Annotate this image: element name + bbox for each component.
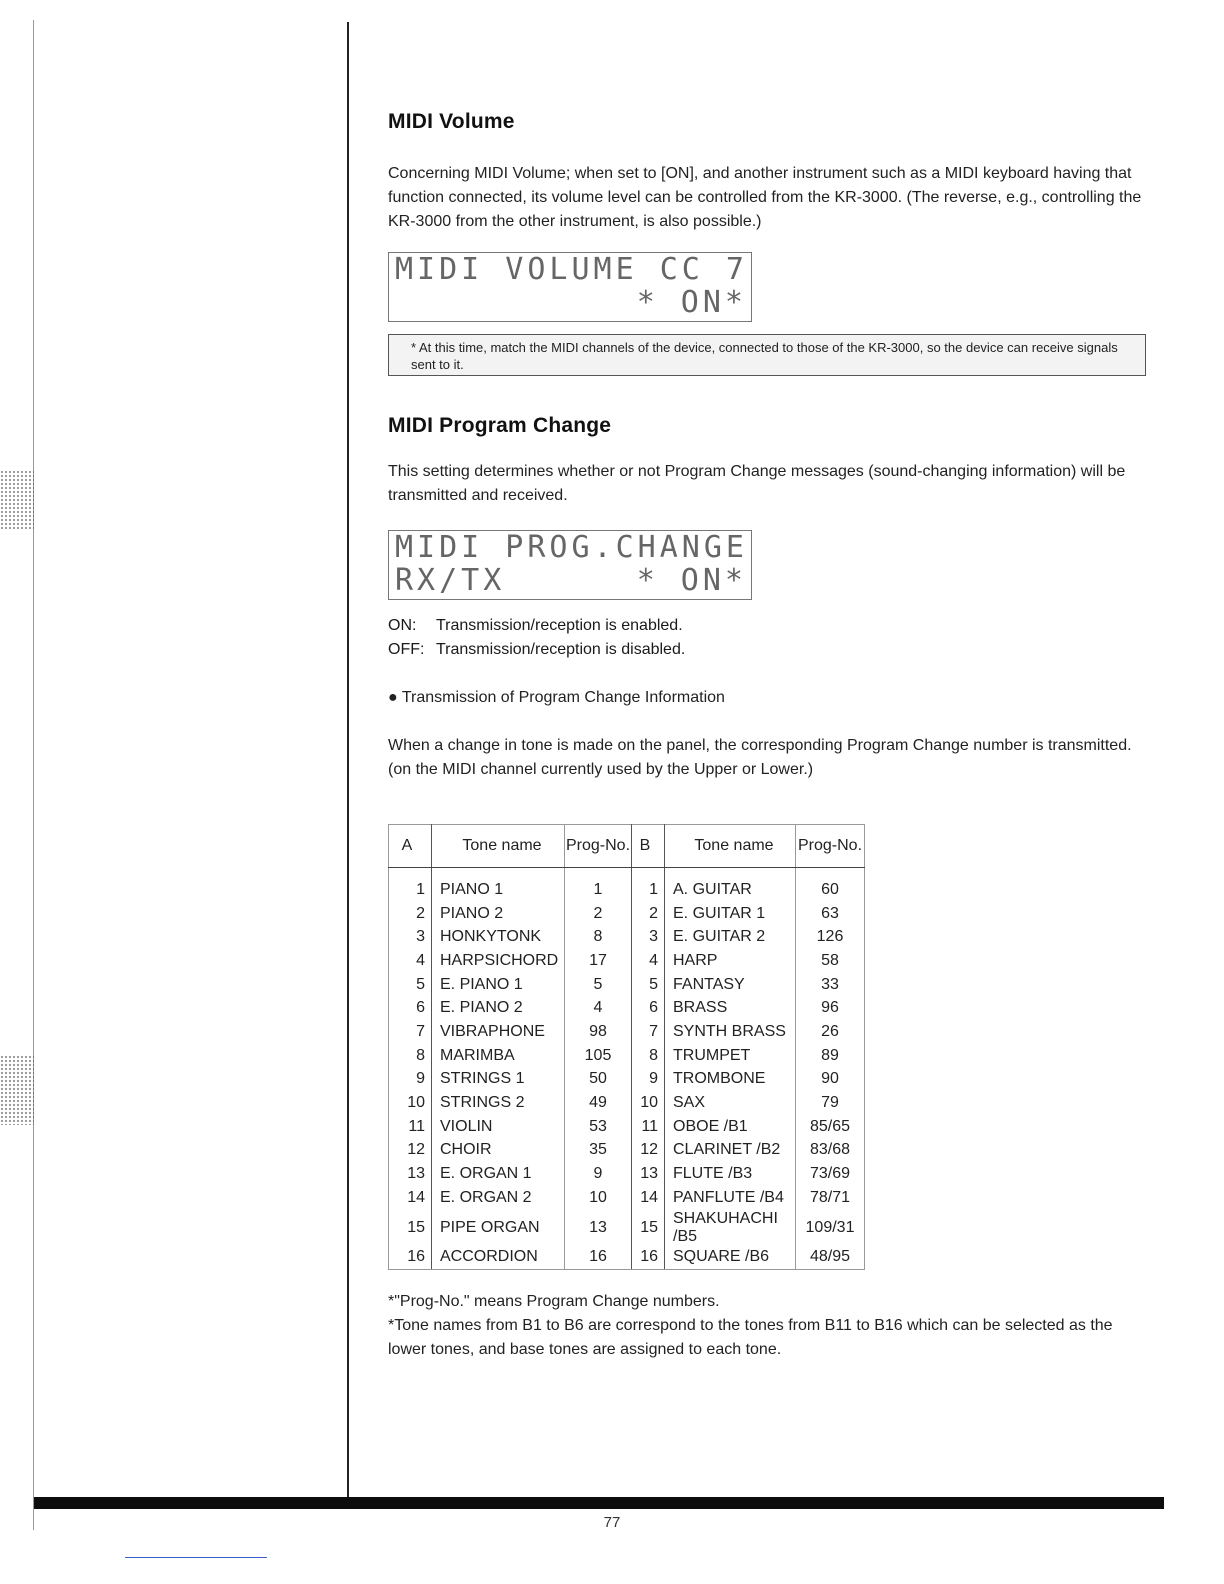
prog-no-a: 50 [565, 1068, 632, 1092]
tone-name-a: VIBRAPHONE [440, 1022, 545, 1040]
halftone-mark-bottom [0, 1055, 34, 1125]
tone-number-a: 15 [389, 1210, 432, 1246]
tone-name-b: FANTASY [673, 975, 745, 993]
tone-name-b: PANFLUTE /B4 [673, 1188, 784, 1206]
header-b: B [632, 825, 665, 868]
page-content [388, 110, 1154, 1362]
tone-name-b: OBOE /B1 [673, 1117, 748, 1135]
prog-no-b: 60 [796, 868, 865, 902]
tone-number-a: 5 [389, 973, 432, 997]
prog-no-a: 16 [565, 1246, 632, 1270]
tone-name-b: CLARINET /B2 [673, 1141, 781, 1159]
prog-no-b: 26 [796, 1020, 865, 1044]
tone-number-a: 6 [389, 996, 432, 1020]
lcd-line-1: MIDI PROG.CHANGE [395, 530, 748, 565]
page-number: 77 [603, 1514, 621, 1531]
tone-name-b: E. GUITAR 1 [673, 904, 766, 922]
prog-no-a: 98 [565, 1020, 632, 1044]
prog-no-a: 10 [565, 1186, 632, 1210]
prog-no-a: 49 [565, 1091, 632, 1115]
off-text: Transmission/reception is disabled. [436, 641, 686, 658]
on-text: Transmission/reception is enabled. [436, 617, 683, 634]
off-key: OFF: [388, 641, 425, 658]
tone-name-a: E. PIANO 1 [440, 975, 523, 993]
prog-no-a: 13 [565, 1210, 632, 1246]
tone-number-a: 8 [389, 1044, 432, 1068]
tone-name-b: TRUMPET [673, 1046, 751, 1064]
tone-name-b: TROMBONE [673, 1070, 766, 1088]
tone-name-b: SHAKUHACHI /B5 [673, 1209, 778, 1245]
header-prog-no-b: Prog-No. [796, 825, 865, 868]
bottom-bar [34, 1497, 1164, 1509]
tone-number-b: 14 [632, 1186, 665, 1210]
tone-table-header [389, 825, 865, 868]
tone-name-a: HARPSICHORD [440, 951, 559, 969]
lcd-line-2: * ON* [636, 285, 747, 320]
lcd-line-2-left: RX/TX [395, 563, 506, 598]
tone-number-b: 12 [632, 1139, 665, 1163]
tone-number-a: 4 [389, 949, 432, 973]
footnote-b-tones: *Tone names from B1 to B6 are correspond to the tones from B11 to B16 which can be selected as the lower tones, and base tones are assigned to each tone. [388, 1317, 1113, 1359]
tone-table-body [389, 868, 865, 1270]
tone-name-a: VIOLIN [440, 1117, 493, 1135]
table-row [389, 1210, 865, 1246]
header-tone-name-a: Tone name [432, 825, 565, 868]
tone-name-b: HARP [673, 951, 718, 969]
prog-no-a: 9 [565, 1162, 632, 1186]
midi-volume-lcd [388, 252, 752, 322]
prog-no-b: 96 [796, 996, 865, 1020]
tone-number-a: 16 [389, 1246, 432, 1270]
prog-no-b: 58 [796, 949, 865, 973]
table-row [389, 1162, 865, 1186]
transmission-bullet: ● Transmission of Program Change Information [388, 689, 725, 706]
tone-name-a: STRINGS 1 [440, 1070, 525, 1088]
tone-number-b: 1 [632, 868, 665, 902]
tone-number-a: 12 [389, 1139, 432, 1163]
tone-number-b: 6 [632, 996, 665, 1020]
prog-no-b: 89 [796, 1044, 865, 1068]
table-row [389, 973, 865, 997]
tone-name-b: A. GUITAR [673, 880, 752, 898]
header-tone-name-b: Tone name [665, 825, 796, 868]
tone-name-a: CHOIR [440, 1141, 492, 1159]
tone-number-a: 2 [389, 902, 432, 926]
table-row [389, 925, 865, 949]
prog-no-a: 5 [565, 973, 632, 997]
prog-no-a: 35 [565, 1139, 632, 1163]
prog-no-b: 63 [796, 902, 865, 926]
table-row [389, 996, 865, 1020]
table-row [389, 949, 865, 973]
prog-no-b: 78/71 [796, 1186, 865, 1210]
prog-no-a: 105 [565, 1044, 632, 1068]
tone-number-b: 11 [632, 1115, 665, 1139]
tone-name-a: PIANO 1 [440, 880, 504, 898]
tone-name-a: E. PIANO 2 [440, 999, 523, 1017]
tone-name-a: E. ORGAN 2 [440, 1188, 532, 1206]
prog-no-a: 4 [565, 996, 632, 1020]
prog-no-b: 126 [796, 925, 865, 949]
table-row [389, 1091, 865, 1115]
program-change-lcd [388, 530, 752, 600]
column-rule [347, 22, 349, 1500]
tone-number-b: 15 [632, 1210, 665, 1246]
table-row [389, 1020, 865, 1044]
tone-table [388, 824, 865, 1270]
table-row [389, 1068, 865, 1092]
tone-number-b: 8 [632, 1044, 665, 1068]
tone-name-a: MARIMBA [440, 1046, 515, 1064]
midi-program-change-section [388, 414, 1154, 782]
prog-no-a: 1 [565, 868, 632, 902]
tone-number-a: 11 [389, 1115, 432, 1139]
tone-number-b: 10 [632, 1091, 665, 1115]
tone-number-a: 10 [389, 1091, 432, 1115]
prog-no-b: 73/69 [796, 1162, 865, 1186]
left-margin-rule [33, 20, 34, 1530]
header-prog-no-a: Prog-No. [565, 825, 632, 868]
program-change-heading: MIDI Program Change [388, 414, 612, 437]
tone-name-b: FLUTE /B3 [673, 1165, 753, 1183]
prog-no-a: 17 [565, 949, 632, 973]
tone-number-b: 7 [632, 1020, 665, 1044]
table-row [389, 1139, 865, 1163]
tone-name-a: ACCORDION [432, 1246, 565, 1270]
tone-number-a: 3 [389, 925, 432, 949]
tone-number-a: 7 [389, 1020, 432, 1044]
tone-number-b: 2 [632, 902, 665, 926]
midi-volume-note-box [388, 334, 1146, 376]
tone-number-b: 3 [632, 925, 665, 949]
on-key: ON: [388, 617, 417, 634]
midi-volume-body: Concerning MIDI Volume; when set to [ON], and another instrument such as a MIDI keyboard having that function connected, its volume level can be controlled from the KR-3000. (The reverse, e.g., controlling the KR-3000 from the other instrument, is also possible.) [388, 165, 1142, 230]
tone-name-b: SAX [673, 1094, 706, 1112]
prog-no-b: 79 [796, 1091, 865, 1115]
program-change-body: This setting determines whether or not Program Change messages (sound-changing information) will be transmitted and received. [388, 463, 1126, 504]
tone-name-a: E. ORGAN 1 [440, 1165, 532, 1183]
footnotes [388, 1290, 1154, 1362]
tone-number-b: 16 [632, 1246, 665, 1270]
tone-number-b: 5 [632, 973, 665, 997]
tone-number-a: 13 [389, 1162, 432, 1186]
tone-name-b: BRASS [673, 999, 728, 1017]
prog-no-b: 90 [796, 1068, 865, 1092]
tone-name-b: SQUARE /B6 [665, 1246, 796, 1270]
table-row [389, 868, 865, 902]
prog-no-b: 85/65 [796, 1115, 865, 1139]
prog-no-b: 33 [796, 973, 865, 997]
lcd-line-2-right: * ON* [636, 563, 747, 598]
tone-number-a: 1 [389, 868, 432, 902]
tone-number-b: 4 [632, 949, 665, 973]
transmission-text: When a change in tone is made on the panel, the corresponding Program Change number is transmitted. (on the MIDI channel currently used by the Upper or Lower.) [388, 737, 1132, 778]
table-row [389, 1044, 865, 1068]
tone-number-a: 14 [389, 1186, 432, 1210]
tone-number-b: 9 [632, 1068, 665, 1092]
table-row [389, 1115, 865, 1139]
tone-name-b: SYNTH BRASS [673, 1022, 786, 1040]
tone-name-a: PIANO 2 [440, 904, 504, 922]
prog-no-a: 2 [565, 902, 632, 926]
prog-no-a: 8 [565, 925, 632, 949]
prog-no-b: 109/31 [796, 1210, 865, 1246]
midi-volume-section [388, 110, 1154, 376]
table-row [389, 902, 865, 926]
prog-no-b: 83/68 [796, 1139, 865, 1163]
tone-name-b: E. GUITAR 2 [673, 928, 766, 946]
tone-name-a: HONKYTONK [440, 928, 542, 946]
tone-number-b: 13 [632, 1162, 665, 1186]
prog-no-a: 53 [565, 1115, 632, 1139]
header-a: A [389, 825, 432, 868]
tone-name-a: PIPE ORGAN [440, 1218, 540, 1236]
stray-link-underline [125, 1557, 267, 1558]
halftone-mark-top [0, 470, 34, 530]
tone-name-a: STRINGS 2 [440, 1094, 525, 1112]
tone-number-a: 9 [389, 1068, 432, 1092]
lcd-line-1: MIDI VOLUME CC 7 [395, 252, 748, 287]
footnote-prog-no: *"Prog-No." means Program Change numbers. [388, 1293, 720, 1311]
prog-no-b: 48/95 [796, 1246, 865, 1270]
midi-volume-note: * At this time, match the MIDI channels of the device, connected to those of the KR-3000, so the device can receive signals sent to it. [411, 340, 1118, 372]
midi-volume-heading: MIDI Volume [388, 110, 515, 133]
table-row [389, 1186, 865, 1210]
table-row [389, 1246, 865, 1270]
